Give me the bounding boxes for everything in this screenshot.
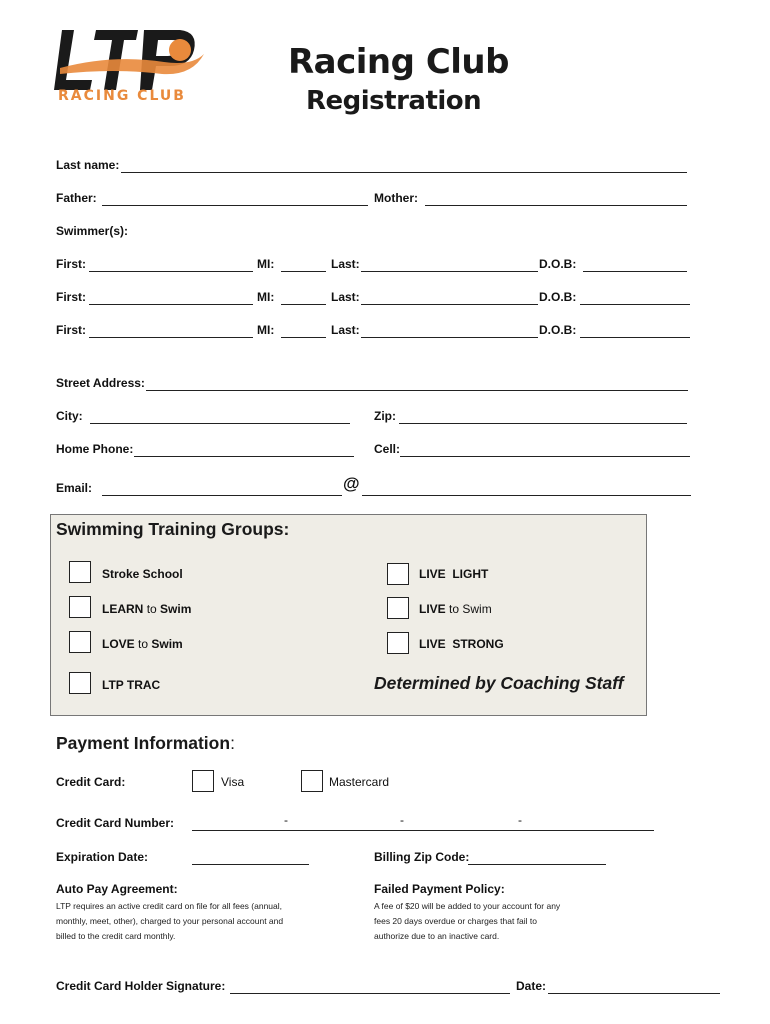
card-number-label: Credit Card Number: xyxy=(56,816,175,830)
date-field[interactable] xyxy=(548,979,720,994)
signature-label: Credit Card Holder Signature: xyxy=(56,979,226,993)
swimmer-3-first-label: First: xyxy=(56,323,86,337)
home-phone-field[interactable] xyxy=(134,442,354,457)
email-user-field[interactable] xyxy=(102,481,342,496)
love-to-swim-label: LOVE to Swim xyxy=(102,637,183,651)
auto-pay-text: LTP requires an active credit card on file for all fees (annual, monthly, meet, other), charged to your personal account and billed to the credit card monthly. xyxy=(56,901,284,941)
live-light-label: LIVE LIGHT xyxy=(419,567,489,581)
swimmer-1-first-label: First: xyxy=(56,257,86,271)
swimmer-2-last-label: Last: xyxy=(331,290,360,304)
city-field[interactable] xyxy=(90,409,350,424)
auto-pay-title: Auto Pay Agreement: xyxy=(56,882,178,896)
swimmer-3-dob-label: D.O.B: xyxy=(539,323,577,337)
signature-field[interactable] xyxy=(230,979,510,994)
credit-card-label: Credit Card: xyxy=(56,775,126,789)
swimmer-2-last-field[interactable] xyxy=(361,290,538,305)
card-number-dash-3: - xyxy=(518,813,522,827)
page-subtitle: Registration xyxy=(306,86,482,116)
street-address-field[interactable] xyxy=(146,376,688,391)
learn-to-swim-label: LEARN to Swim xyxy=(102,602,192,616)
swimmer-2-first-label: First: xyxy=(56,290,86,304)
swimmer-3-last-field[interactable] xyxy=(361,323,538,338)
swimmer-3-mi-label: MI: xyxy=(257,323,275,337)
ltp-trac-checkbox[interactable] xyxy=(69,672,91,694)
failed-payment-title: Failed Payment Policy: xyxy=(374,882,505,896)
stroke-school-label: Stroke School xyxy=(102,567,183,581)
swimmer-3-last-label: Last: xyxy=(331,323,360,337)
mastercard-checkbox[interactable] xyxy=(301,770,323,792)
failed-payment-text: A fee of $20 will be added to your account for any fees 20 days overdue or charges that fail to authorize due to an inactive card. xyxy=(374,901,561,941)
swimmer-1-mi-field[interactable] xyxy=(281,257,326,272)
last-name-field[interactable] xyxy=(121,158,687,173)
swimmer-2-mi-field[interactable] xyxy=(281,290,326,305)
swimmer-2-mi-label: MI: xyxy=(257,290,275,304)
expiration-date-label: Expiration Date: xyxy=(56,850,149,864)
swimmer-1-last-field[interactable] xyxy=(361,257,538,272)
payment-title: Payment Information: xyxy=(56,733,235,753)
billing-zip-label: Billing Zip Code: xyxy=(374,850,470,864)
swimmer-1-dob-label: D.O.B: xyxy=(539,257,577,271)
love-to-swim-checkbox[interactable] xyxy=(69,631,91,653)
father-field[interactable] xyxy=(102,191,368,206)
email-domain-field[interactable] xyxy=(362,481,691,496)
cell-field[interactable] xyxy=(400,442,690,457)
card-number-dash-2: - xyxy=(400,813,404,827)
logo xyxy=(52,24,212,110)
swimmer-1-last-label: Last: xyxy=(331,257,360,271)
swimmer-1-mi-label: MI: xyxy=(257,257,275,271)
swimmer-3-first-field[interactable] xyxy=(89,323,253,338)
learn-to-swim-checkbox[interactable] xyxy=(69,596,91,618)
swimmer-2-first-field[interactable] xyxy=(89,290,253,305)
zip-label: Zip: xyxy=(374,409,396,423)
stroke-school-checkbox[interactable] xyxy=(69,561,91,583)
logo-subtitle: RACING CLUB xyxy=(58,88,186,104)
live-strong-label: LIVE STRONG xyxy=(419,637,504,651)
visa-checkbox[interactable] xyxy=(192,770,214,792)
swimmer-2-dob-label: D.O.B: xyxy=(539,290,577,304)
zip-field[interactable] xyxy=(399,409,687,424)
visa-label: Visa xyxy=(221,775,245,789)
last-name-label: Last name: xyxy=(56,158,120,172)
mother-label: Mother: xyxy=(374,191,418,205)
live-light-checkbox[interactable] xyxy=(387,563,409,585)
live-to-swim-label: LIVE to Swim xyxy=(419,602,492,616)
mother-field[interactable] xyxy=(425,191,687,206)
swimmer-3-dob-field[interactable] xyxy=(580,323,690,338)
swimmer-3-mi-field[interactable] xyxy=(281,323,326,338)
date-label: Date: xyxy=(516,979,547,993)
live-to-swim-checkbox[interactable] xyxy=(387,597,409,619)
swimmers-label: Swimmer(s): xyxy=(56,224,129,238)
expiration-date-field[interactable] xyxy=(192,850,309,865)
page-title: Racing Club xyxy=(288,42,509,82)
mastercard-label: Mastercard xyxy=(329,775,390,789)
home-phone-label: Home Phone: xyxy=(56,442,134,456)
street-address-label: Street Address: xyxy=(56,376,145,390)
email-label: Email: xyxy=(56,481,93,495)
cell-label: Cell: xyxy=(374,442,401,456)
father-label: Father: xyxy=(56,191,97,205)
card-number-field[interactable] xyxy=(192,816,654,831)
coaching-staff-note: Determined by Coaching Staff xyxy=(374,673,624,693)
billing-zip-field[interactable] xyxy=(468,850,606,865)
swimmer-logo-icon xyxy=(52,24,212,94)
ltp-trac-label: LTP TRAC xyxy=(102,678,161,692)
swimmer-2-dob-field[interactable] xyxy=(580,290,690,305)
swimmer-1-dob-field[interactable] xyxy=(583,257,687,272)
city-label: City: xyxy=(56,409,83,423)
card-number-dash-1: - xyxy=(284,813,288,827)
email-at-sign: @ xyxy=(343,474,360,493)
swimmer-1-first-field[interactable] xyxy=(89,257,253,272)
live-strong-checkbox[interactable] xyxy=(387,632,409,654)
training-groups-title: Swimming Training Groups: xyxy=(56,519,290,539)
